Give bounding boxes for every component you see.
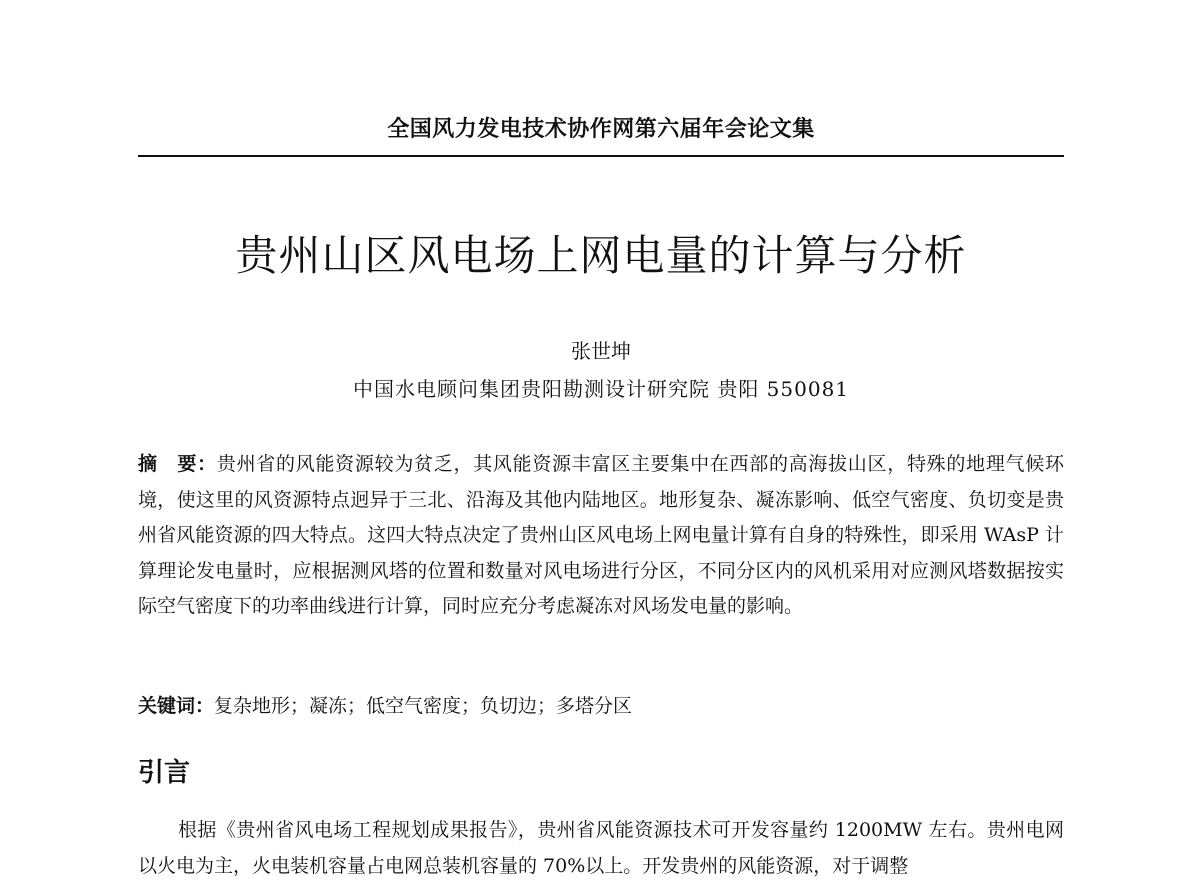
- header-rule: [138, 155, 1064, 157]
- keywords-label: 关键词：: [138, 695, 215, 717]
- keywords-text: 复杂地形；凝冻；低空气密度；负切边；多塔分区: [214, 695, 633, 717]
- keywords: [138, 690, 1064, 722]
- abstract: [138, 447, 1064, 625]
- author-affiliation: 中国水电顾问集团贵阳勘测设计研究院 贵阳 550081: [352, 377, 850, 401]
- abstract-label: 摘 要：: [138, 453, 217, 475]
- proceedings-header: 全国风力发电技术协作网第六届年会论文集: [387, 117, 815, 142]
- introduction-paragraph: 根据《贵州省风电场工程规划成果报告》，贵州省风能资源技术可开发容量约 1200MW 左右。贵州电网以火电为主，火电装机容量占电网总装机容量的 70%以上。开发贵州的风能资源，对于调整: [138, 819, 1064, 877]
- section-heading-introduction: 引言: [138, 758, 191, 788]
- paper-title: 贵州山区风电场上网电量的计算与分析: [235, 231, 967, 280]
- abstract-text: 贵州省的风能资源较为贫乏，其风能资源丰富区主要集中在西部的高海拔山区，特殊的地理气候环境，使这里的风资源特点迥异于三北、沿海及其他内陆地区。地形复杂、凝冻影响、低空气密度、负切变是贵州省风能资源的四大特点。这四大特点决定了贵州山区风电场上网电量计算有自身的特殊性，即采用 WAsP 计算理论发电量时，应根据测风塔的位置和数量对风电场进行分区，不同分区内的风机采用对应测风塔数据按实际空气密度下的功率曲线进行计算，同时应充分考虑凝冻对风场发电量的影响。: [138, 453, 1064, 617]
- author-name: 张世坤: [571, 339, 631, 363]
